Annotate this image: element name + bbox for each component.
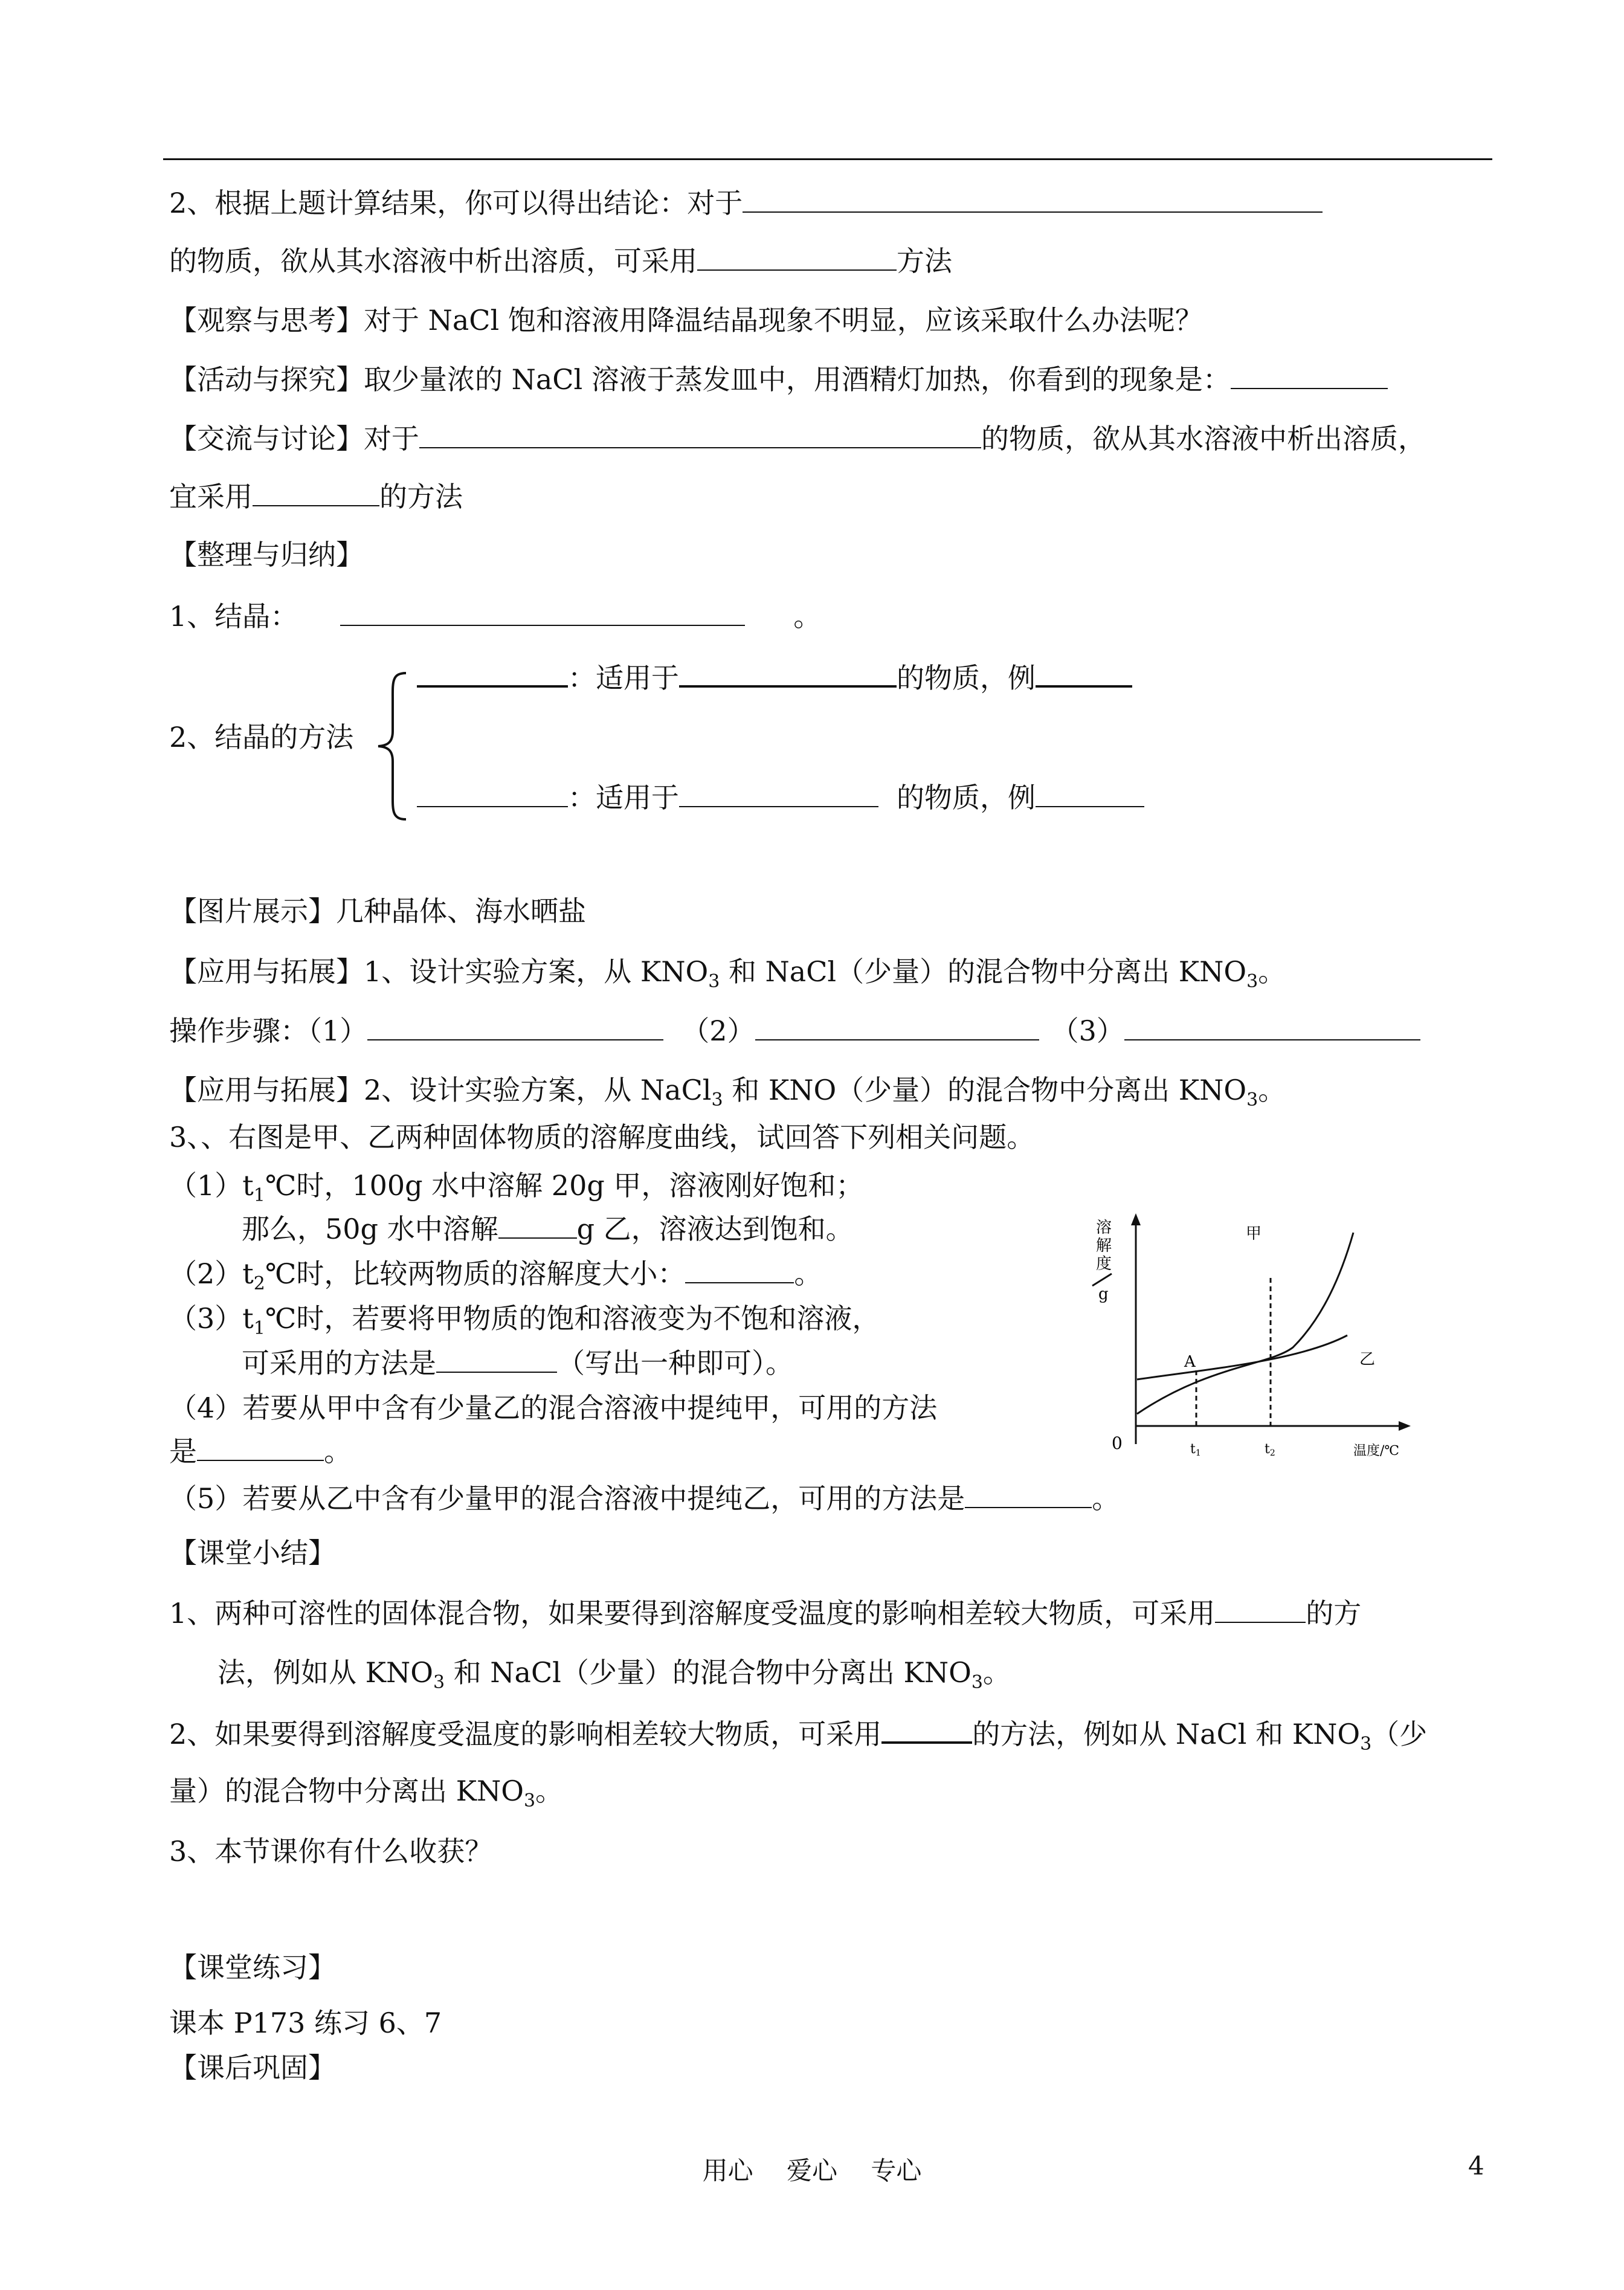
s1-line: 1、结晶： 。 — [169, 598, 821, 634]
q3-p2: $(2)t_2℃$时，比较两物质的溶解度大小： 。 — [169, 1256, 822, 1292]
summary-title: 【整理与归纳】 — [169, 538, 364, 571]
curve-yi — [1137, 1335, 1347, 1379]
cs-line2: 2、如果要得到溶解度受温度的影响相差较大物质，可采用 的方法，例如从 NaCl 和 $KNO_3$（少 — [169, 1715, 1427, 1752]
q3-p3: $(3)t_1℃$时，若要将甲物质的饱和溶液变为不饱和溶液， — [169, 1302, 880, 1339]
picture-line: 【图片展示】几种晶体、海水晒盐 — [169, 895, 586, 927]
y-label-2: 解 — [1096, 1237, 1112, 1255]
activity-line: 【活动与探究】取少量浓的 NaCl 溶液于蒸发皿中，用酒精灯加热，你看到的现象是： — [169, 361, 1388, 398]
practice-text: 课本 P173 练习 6、7 — [169, 2007, 442, 2039]
footer-text: 用心 爱心 专心 — [702, 2156, 922, 2185]
s2-suit1-blank[interactable] — [679, 659, 897, 688]
s2-method2-blank[interactable] — [417, 779, 568, 807]
step2-blank[interactable] — [755, 1013, 1039, 1040]
s2-label: 2、结晶的方法 — [169, 721, 354, 753]
y-label-slash — [1092, 1274, 1112, 1286]
solubility-chart — [1088, 1208, 1462, 1468]
q3-p4: （4）若要从甲中含有少量乙的混合溶液中提纯甲，可用的方法 — [169, 1392, 938, 1424]
discuss-blank-1[interactable] — [419, 421, 981, 448]
s1-blank[interactable] — [340, 598, 745, 626]
y-axis-arrow — [1131, 1213, 1141, 1225]
activity-blank[interactable] — [1231, 361, 1388, 389]
x-axis-arrow — [1399, 1421, 1411, 1431]
q3-p1-blank[interactable] — [498, 1211, 577, 1239]
series-label-yi: 乙 — [1359, 1350, 1376, 1369]
x-tick-t2: t2 — [1265, 1442, 1275, 1458]
x-tick-t1: t1 — [1190, 1442, 1201, 1458]
q3-p1: $(1)t_1℃$时，100g 水中溶解 20g 甲，溶液刚好饱和； — [169, 1169, 864, 1206]
observe-line: 【观察与思考】对于 NaCl 饱和溶液用降温结晶现象不明显，应该采取什么办法呢？ — [169, 304, 1203, 337]
cs-blank-2[interactable] — [881, 1715, 972, 1744]
cs-blank-1[interactable] — [1215, 1595, 1306, 1623]
origin-label: 0 — [1112, 1433, 1123, 1453]
step1-blank[interactable] — [367, 1013, 663, 1040]
q2-line1: 2、根据上题计算结果，你可以得出结论：对于 — [169, 185, 1323, 221]
q3-intro: 3、、右图是甲、乙两种固体物质的溶解度曲线，试回答下列相关问题。 — [169, 1121, 1035, 1153]
discuss-line2: 宜采用 的方法 — [169, 479, 463, 515]
apply1-line: 【应用与拓展】1、设计实验方案，从 $KNO_3$ 和 NaCl（少量）的混合物中分离出 $KNO_3$。 — [169, 955, 1286, 992]
s2-row1: ：适用于 的物质，例 — [417, 659, 1132, 696]
s2-row2: ：适用于 的物质，例 — [417, 779, 1144, 816]
cs-line1-cont: 法，例如从 $KNO_3$ 和 NaCl（少量）的混合物中分离出 $KNO_3$。 — [218, 1656, 1011, 1693]
cs-line2-cont: 量）的混合物中分离出 $KNO_3$。 — [169, 1775, 564, 1811]
discuss-blank-2[interactable] — [253, 479, 379, 506]
cs-line1: 1、两种可溶性的固体混合物，如果要得到溶解度受温度的影响相差较大物质，可采用 的方 — [169, 1595, 1361, 1631]
q3-p5: （5）若要从乙中含有少量甲的混合溶液中提纯乙，可用的方法是 。 — [169, 1480, 1120, 1517]
q3-p3-cont: 可采用的方法是 （写出一种即可）。 — [242, 1345, 793, 1381]
header-rule — [163, 158, 1492, 160]
curve-jia — [1137, 1233, 1353, 1414]
q2-line2: 的物质，欲从其水溶液中析出溶质，可采用 方法 — [169, 243, 952, 279]
q3-p1-cont: 那么，50g 水中溶解 g 乙，溶液达到饱和。 — [242, 1211, 854, 1247]
series-label-jia: 甲 — [1246, 1225, 1262, 1243]
x-axis-label: 温度/℃ — [1353, 1443, 1400, 1459]
intersection-label: A — [1184, 1353, 1196, 1371]
discuss-line1: 【交流与讨论】对于 的物质，欲从其水溶液中析出溶质， — [169, 421, 1426, 457]
cs-line3: 3、本节课你有什么收获？ — [169, 1835, 493, 1868]
y-label-1: 溶 — [1096, 1219, 1112, 1237]
class-summary-title: 【课堂小结】 — [169, 1537, 336, 1569]
q3-p3-blank[interactable] — [436, 1345, 557, 1373]
s2-example1-blank[interactable] — [1036, 659, 1132, 688]
practice-title: 【课堂练习】 — [169, 1951, 336, 1984]
s2-suit2-blank[interactable] — [679, 779, 878, 807]
q3-p5-blank[interactable] — [965, 1480, 1092, 1508]
brace-icon — [375, 671, 411, 822]
y-label-4: g — [1098, 1285, 1109, 1303]
steps-line: 操作步骤：（1） （2） （3） — [169, 1013, 1420, 1049]
s2-example2-blank[interactable] — [1036, 779, 1144, 807]
y-label-3: 度 — [1096, 1255, 1112, 1273]
s2-method1-blank[interactable] — [417, 659, 568, 688]
step3-blank[interactable] — [1124, 1013, 1420, 1040]
q3-p2-blank[interactable] — [685, 1256, 794, 1283]
page-number: 4 — [1468, 2151, 1484, 2181]
apply2-line: 【应用与拓展】2、设计实验方案，从 NaCl$_3$ 和 KNO（少量）的混合物中分离出 $KNO_3$。 — [169, 1074, 1286, 1111]
q2-blank-2[interactable] — [697, 243, 897, 271]
q3-p4-blank[interactable] — [197, 1433, 324, 1461]
after-title: 【课后巩固】 — [169, 2051, 336, 2084]
q2-blank-1[interactable] — [743, 185, 1323, 213]
q3-p4-cont: 是 。 — [169, 1433, 352, 1469]
